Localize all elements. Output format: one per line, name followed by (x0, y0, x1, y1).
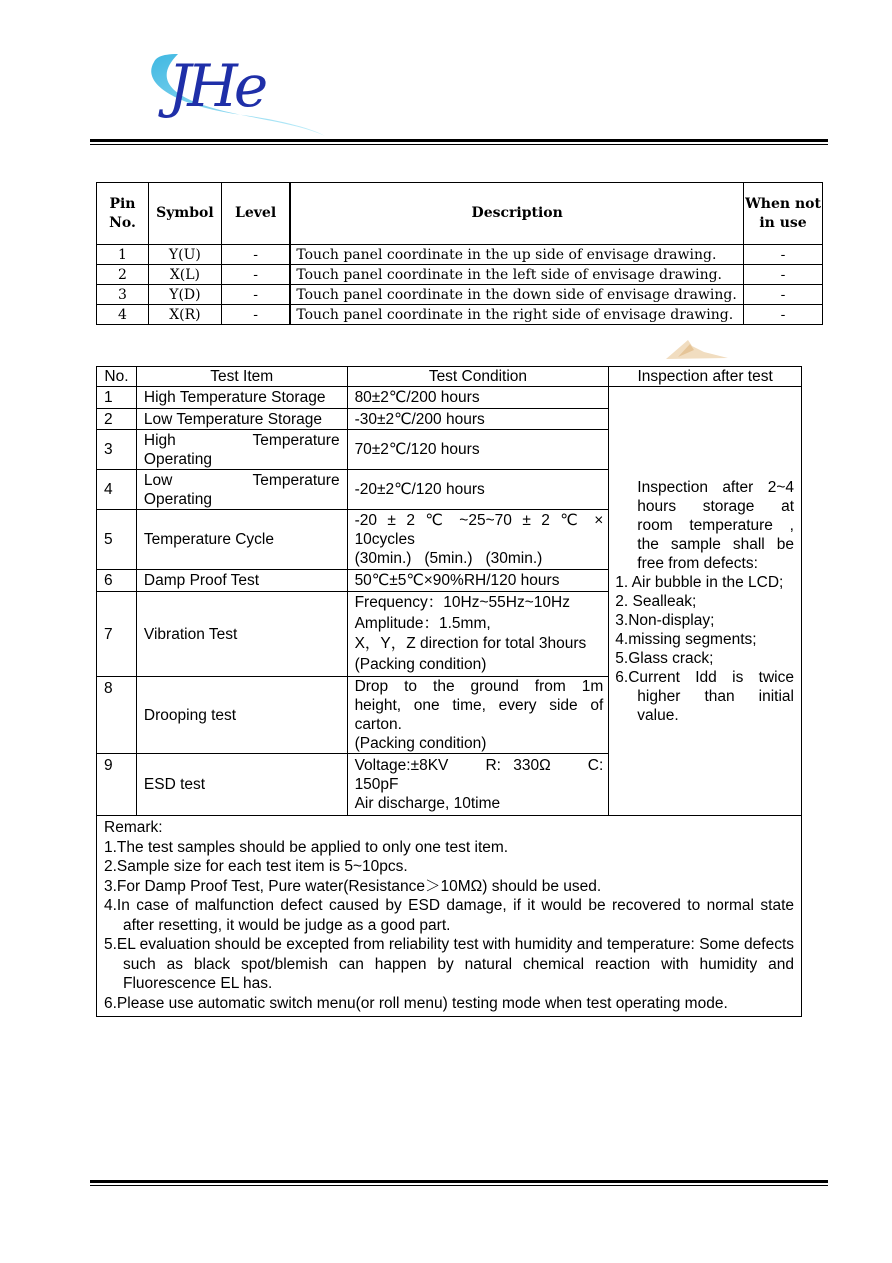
table-row (97, 285, 823, 305)
condition-line: (Packing condition) (354, 655, 487, 673)
remark-item: 6.Please use automatic switch menu(or roll menu) testing mode when test operating mode. (104, 994, 728, 1012)
pin-unused: - (744, 265, 823, 285)
test-item-word: Operating (143, 490, 212, 508)
test-item-word: Temperature (252, 431, 340, 449)
pin-description: Touch panel coordinate in the up side of envisage drawing. (290, 245, 743, 265)
condition-line: Amplitude：1.5mm, (354, 614, 491, 632)
test-item-word: Operating (143, 450, 212, 468)
table-row (97, 265, 823, 285)
logo-text: JHe (168, 52, 265, 120)
test-condition (347, 592, 609, 677)
test-item: High Temperature Storage (136, 387, 347, 409)
inspection-intro-line: room temperature , (637, 516, 794, 534)
pin-level: - (221, 245, 290, 265)
test-item-word: Low (143, 471, 173, 489)
inspection-intro-line: hours storage at (637, 497, 794, 515)
remark-item: 4.In case of malfunction defect caused by ESD damage, if it would be recovered to normal state after resetting, it would be judge as a good part. (104, 897, 794, 934)
defect-item: 2. Sealleak; (615, 592, 697, 610)
table-row (97, 305, 823, 325)
inspection-intro-line: Inspection after 2~4 (637, 478, 794, 496)
pin-unused: - (744, 285, 823, 305)
pin-description: Touch panel coordinate in the left side of envisage drawing. (290, 265, 743, 285)
test-item: ESD test (136, 754, 347, 816)
condition-line: (Packing condition) (354, 735, 487, 752)
remark-item: 1.The test samples should be applied to only one test item. (104, 838, 509, 856)
test-item: Drooping test (136, 677, 347, 754)
pin-unused: - (744, 305, 823, 325)
defect-item: 5.Glass crack; (615, 649, 714, 667)
pin-number: 3 (97, 285, 149, 305)
test-item-word: High (143, 431, 176, 449)
inspection-intro (615, 478, 794, 573)
pin-description: Touch panel coordinate in the right side of envisage drawing. (290, 305, 743, 325)
defect-item: 3.Non-display; (615, 611, 715, 629)
inspection-header: Inspection after test (609, 367, 802, 387)
remark-cell (97, 816, 802, 1017)
no-header: No. (97, 367, 137, 387)
table-row (97, 245, 823, 265)
inspection-intro-line: free from defects: (637, 554, 758, 572)
test-condition (347, 510, 609, 570)
remark-title: Remark: (104, 819, 163, 836)
test-condition: -30±2℃/200 hours (347, 409, 609, 430)
table-row (97, 387, 802, 409)
test-condition (347, 677, 609, 754)
condition-line: Frequency：10Hz~55Hz~10Hz (354, 594, 570, 611)
pin-table (96, 182, 823, 325)
inspection-intro-line: the sample shall be (637, 535, 794, 553)
watermark-mark (664, 338, 730, 360)
pin-no-header: Pin No. (97, 183, 149, 245)
when-not-in-use-header: When not in use (744, 183, 823, 245)
condition-line: height, one time, every side of (354, 697, 604, 714)
test-no: 1 (97, 387, 137, 409)
test-no: 7 (97, 592, 137, 677)
test-no: 6 (97, 570, 137, 592)
pin-table-header (97, 183, 823, 245)
remark-row (97, 816, 802, 1017)
defect-list (615, 573, 794, 725)
pin-number: 4 (97, 305, 149, 325)
test-condition: 50℃±5℃×90%RH/120 hours (347, 570, 609, 592)
defect-item: 1. Air bubble in the LCD; (615, 573, 784, 591)
inspection-criteria (609, 387, 802, 816)
condition-line: Voltage:±8KV R: 330Ω C: (354, 757, 604, 774)
condition-line: 10cycles (354, 531, 415, 548)
reliability-table (96, 366, 802, 1017)
pin-symbol: X(R) (148, 305, 221, 325)
header-divider (90, 139, 828, 145)
pin-unused: - (744, 245, 823, 265)
remark-item: 2.Sample size for each test item is 5~10pcs. (104, 858, 408, 875)
condition-line: carton. (354, 716, 402, 733)
test-condition-header: Test Condition (347, 367, 609, 387)
test-condition: 70±2℃/120 hours (347, 430, 609, 470)
test-no: 4 (97, 470, 137, 510)
description-header: Description (290, 183, 743, 245)
pin-description: Touch panel coordinate in the down side of envisage drawing. (290, 285, 743, 305)
test-no: 8 (97, 677, 137, 754)
test-item (136, 430, 347, 470)
symbol-header: Symbol (148, 183, 221, 245)
test-condition (347, 754, 609, 816)
test-item: Low Temperature Storage (136, 409, 347, 430)
remark-item: 5.EL evaluation should be excepted from reliability test with humidity and temperature: Some defects such as black spot/blemish can happen by natural chemical reaction with humidity and Fluorescence EL has. (104, 936, 794, 992)
pin-number: 1 (97, 245, 149, 265)
condition-line: (30min.) (5min.) (30min.) (354, 550, 543, 567)
pin-number: 2 (97, 265, 149, 285)
pin-level: - (221, 305, 290, 325)
test-item: Temperature Cycle (136, 510, 347, 570)
test-no: 5 (97, 510, 137, 570)
test-no: 3 (97, 430, 137, 470)
condition-line: Air discharge, 10time (354, 795, 501, 812)
defect-item: 6.Current Idd is twice higher than initial value. (615, 668, 794, 724)
test-item: Vibration Test (136, 592, 347, 677)
condition-line: -20 ± 2 ℃ ~25~70 ± 2 ℃ × (354, 512, 604, 529)
condition-line: 150pF (354, 776, 399, 793)
test-no: 2 (97, 409, 137, 430)
condition-line: Drop to the ground from 1m (354, 678, 604, 695)
remark-item: 3.For Damp Proof Test, Pure water(Resistance＞10MΩ) should be used. (104, 877, 602, 895)
test-item-word: Temperature (252, 471, 340, 489)
pin-symbol: Y(D) (148, 285, 221, 305)
condition-line: X，Y，Z direction for total 3hours (354, 635, 587, 652)
test-item (136, 470, 347, 510)
pin-symbol: X(L) (148, 265, 221, 285)
company-logo (140, 40, 340, 140)
reliability-table-header (97, 367, 802, 387)
pin-level: - (221, 265, 290, 285)
test-condition: -20±2℃/120 hours (347, 470, 609, 510)
test-condition: 80±2℃/200 hours (347, 387, 609, 409)
pin-level: - (221, 285, 290, 305)
test-no: 9 (97, 754, 137, 816)
pin-symbol: Y(U) (148, 245, 221, 265)
test-item-header: Test Item (136, 367, 347, 387)
level-header: Level (221, 183, 290, 245)
footer-divider (90, 1180, 828, 1186)
defect-item: 4.missing segments; (615, 630, 757, 648)
test-item: Damp Proof Test (136, 570, 347, 592)
